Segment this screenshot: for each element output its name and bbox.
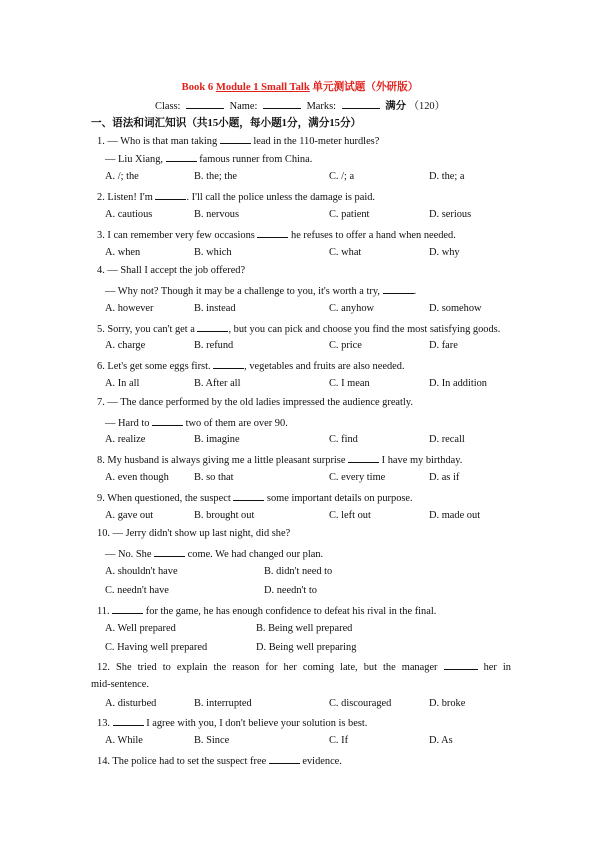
option-d[interactable]: D. why (429, 247, 460, 258)
answer-blank[interactable] (383, 284, 414, 294)
option-b[interactable]: B. After all (194, 378, 241, 389)
question-text: 6. Let's get some eggs first. (97, 361, 214, 372)
title-prefix: Book 6 (181, 82, 216, 93)
question-text: her in (477, 662, 511, 673)
option-c[interactable]: C. /; a (329, 171, 355, 182)
question-text: 4. — Shall I accept the job offered? (97, 265, 246, 276)
answer-blank[interactable] (233, 491, 264, 501)
option-c[interactable]: C. every time (329, 472, 386, 483)
option-b[interactable]: B. the; the (194, 171, 237, 182)
question-text: , but you can pick and choose you find the most satisfying goods. (228, 324, 501, 335)
question-12-continued: mid-sentence. (91, 679, 149, 690)
question-13 (97, 716, 367, 729)
question-7 (97, 397, 413, 408)
option-b[interactable]: B. nervous (194, 209, 240, 220)
option-b[interactable]: B. brought out (194, 510, 255, 521)
option-d[interactable]: D. fare (429, 340, 458, 351)
option-b[interactable]: B. Since (194, 735, 230, 746)
question-text: 13. (97, 718, 113, 729)
full-score-label: 满分 (385, 101, 406, 112)
answer-blank[interactable] (257, 228, 288, 238)
option-c[interactable]: C. discouraged (329, 698, 392, 709)
option-c[interactable]: C. what (329, 247, 362, 258)
answer-blank[interactable] (113, 716, 144, 726)
option-c[interactable]: C. left out (329, 510, 371, 521)
option-c[interactable]: C. Having well prepared (105, 642, 208, 653)
question-text: 12. She tried to explain the reason for her coming late, but the manager (97, 662, 444, 673)
title-module: Module 1 Small Talk (215, 82, 310, 93)
option-d[interactable]: D. Being well preparing (256, 642, 357, 653)
option-a[interactable]: A. shouldn't have (105, 566, 178, 577)
option-b[interactable]: B. so that (194, 472, 234, 483)
question-text: 11. (97, 606, 113, 617)
option-a[interactable]: A. even though (105, 472, 169, 483)
question-14 (97, 754, 342, 767)
question-text: , vegetables and fruits are also needed. (244, 361, 405, 372)
option-a[interactable]: A. While (105, 735, 143, 746)
question-text: . (413, 286, 417, 297)
option-d[interactable]: D. serious (429, 209, 472, 220)
question-text: 5. Sorry, you can't get a (97, 324, 198, 335)
option-d[interactable]: D. the; a (429, 171, 465, 182)
option-c[interactable]: C. I mean (329, 378, 370, 389)
student-info-line (0, 97, 600, 112)
answer-blank[interactable] (220, 134, 251, 144)
option-a[interactable]: A. Well prepared (105, 623, 176, 634)
marks-label: Marks: (306, 101, 336, 112)
option-c[interactable]: C. patient (329, 209, 370, 220)
question-text: come. We had changed our plan. (185, 549, 324, 560)
option-c[interactable]: C. If (329, 735, 349, 746)
option-b[interactable]: B. didn't need to (264, 566, 333, 577)
option-b[interactable]: B. Being well prepared (256, 623, 353, 634)
answer-blank[interactable] (197, 322, 228, 332)
option-b[interactable]: B. interrupted (194, 698, 252, 709)
option-d[interactable]: D. needn't to (264, 585, 317, 596)
option-d[interactable]: D. In addition (429, 378, 488, 389)
class-blank[interactable] (186, 99, 224, 109)
question-text: — Hard to (105, 418, 153, 429)
option-d[interactable]: D. somehow (429, 303, 482, 314)
question-6 (97, 359, 405, 372)
option-d[interactable]: D. As (429, 735, 453, 746)
option-b[interactable]: B. instead (194, 303, 236, 314)
option-d[interactable]: D. recall (429, 434, 465, 445)
answer-blank[interactable] (154, 547, 185, 557)
option-d[interactable]: D. made out (429, 510, 481, 521)
question-5 (97, 322, 500, 335)
option-a[interactable]: A. cautious (105, 209, 153, 220)
option-c[interactable]: C. needn't have (105, 585, 169, 596)
question-text: 1. — Who is that man taking (97, 136, 220, 147)
question-text: I agree with you, I don't believe your solution is best. (143, 718, 368, 729)
question-text: — Liu Xiang, (105, 154, 166, 165)
question-11 (97, 604, 436, 617)
question-text: 2. Listen! I'm (97, 192, 156, 203)
answer-blank[interactable] (166, 152, 197, 162)
answer-blank[interactable] (213, 359, 244, 369)
marks-blank[interactable] (342, 99, 380, 109)
question-text: he refuses to offer a hand when needed. (288, 230, 456, 241)
question-text: . I'll call the police unless the damage is paid. (186, 192, 375, 203)
question-text: 9. When questioned, the suspect (97, 493, 234, 504)
question-4-dialogue (105, 284, 416, 297)
question-4 (97, 265, 245, 276)
answer-blank[interactable] (112, 604, 143, 614)
option-b[interactable]: B. imagine (194, 434, 240, 445)
option-a[interactable]: A. however (105, 303, 154, 314)
option-c[interactable]: C. price (329, 340, 362, 351)
option-a[interactable]: A. gave out (105, 510, 154, 521)
answer-blank[interactable] (444, 660, 478, 670)
option-b[interactable]: B. refund (194, 340, 234, 351)
question-1-dialogue (105, 152, 312, 165)
question-text: two of them are over 90. (183, 418, 288, 429)
question-10 (97, 528, 290, 539)
question-10-dialogue (105, 547, 323, 560)
full-score-value: （120） (408, 101, 445, 112)
option-a[interactable]: A. charge (105, 340, 146, 351)
option-c[interactable]: C. anyhow (329, 303, 375, 314)
option-d[interactable]: D. broke (429, 698, 466, 709)
question-text: famous runner from China. (196, 154, 313, 165)
question-7-dialogue (105, 416, 288, 429)
option-a[interactable]: A. In all (105, 378, 140, 389)
question-text: 8. My husband is always giving me a little pleasant surprise (97, 455, 349, 466)
option-a[interactable]: A. disturbed (105, 698, 157, 709)
answer-blank[interactable] (152, 416, 183, 426)
question-2 (97, 190, 375, 203)
question-9 (97, 491, 413, 504)
option-b[interactable]: B. which (194, 247, 232, 258)
question-text: 3. I can remember very few occasions (97, 230, 258, 241)
question-text: 14. The police had to set the suspect free (97, 756, 269, 767)
question-8 (97, 453, 462, 466)
question-text: 7. — The dance performed by the old ladies impressed the audience greatly. (97, 397, 413, 408)
question-text: 10. — Jerry didn't show up last night, did she? (97, 528, 291, 539)
question-3 (97, 228, 456, 241)
question-12 (97, 660, 511, 673)
question-text: evidence. (299, 756, 342, 767)
option-a[interactable]: A. when (105, 247, 141, 258)
section-heading: 一、语法和词汇知识（共15小题，每小题1分，满分15分） (91, 118, 362, 129)
answer-blank[interactable] (269, 754, 300, 764)
name-blank[interactable] (263, 99, 301, 109)
option-a[interactable]: A. /; the (105, 171, 139, 182)
question-text: I have my birthday. (379, 455, 463, 466)
answer-blank[interactable] (348, 453, 379, 463)
name-label: Name: (229, 101, 258, 112)
class-label: Class: (155, 101, 181, 112)
question-text: — No. She (105, 549, 155, 560)
question-text: for the game, he has enough confidence to defeat his rival in the final. (143, 606, 437, 617)
worksheet-title (0, 79, 600, 94)
question-text: some important details on purpose. (264, 493, 413, 504)
question-1 (97, 134, 379, 147)
option-c[interactable]: C. find (329, 434, 358, 445)
answer-blank[interactable] (155, 190, 186, 200)
option-d[interactable]: D. as if (429, 472, 460, 483)
question-text: lead in the 110-meter hurdles? (250, 136, 380, 147)
option-a[interactable]: A. realize (105, 434, 146, 445)
title-suffix: 单元测试题（外研版） (309, 82, 419, 93)
question-text: — Why not? Though it may be a challenge to you, it's worth a try, (105, 286, 383, 297)
